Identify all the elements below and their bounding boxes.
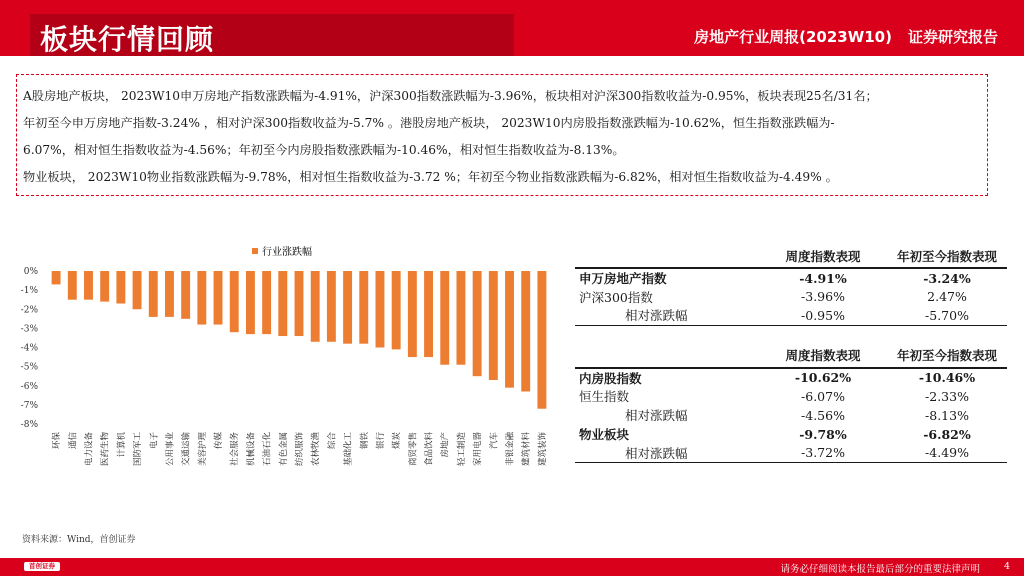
week-value: -9.78% <box>799 426 847 442</box>
table-row <box>575 406 1007 425</box>
week-value: -4.56% <box>801 407 845 423</box>
x-tick-label: 美容护理 <box>197 432 208 467</box>
x-tick-label: 传媒 <box>214 432 225 450</box>
row-name: 申万房地产指数 <box>579 271 667 286</box>
bar <box>116 271 125 304</box>
ytd-value: -6.82% <box>923 426 971 442</box>
bar <box>230 271 239 332</box>
bar <box>537 271 546 409</box>
bar <box>456 271 465 365</box>
week-value: -6.07% <box>801 388 845 404</box>
week-value: -3.96% <box>801 289 845 304</box>
week-value: -0.95% <box>759 306 887 325</box>
bar <box>440 271 449 365</box>
table-row <box>575 444 1007 463</box>
summary-line: 年初至今申万房地产指数-3.24% ，相对沪深300指数收益为-5.7% 。港股房地产板块， 2023W10内房股指数涨跌幅为-10.62%，恒生指数涨跌幅为- <box>23 116 835 130</box>
summary-line: A股房地产板块， 2023W10申万房地产指数涨跌幅为-4.91%，沪深300指数涨跌幅为-3.96%，板块相对沪深300指数收益为-0.95%，板块表现25名/31名； <box>23 89 878 103</box>
bar <box>489 271 498 380</box>
bar <box>262 271 271 334</box>
x-tick-label: 公用事业 <box>165 432 176 467</box>
x-tick-label: 环保 <box>52 432 63 450</box>
x-tick-label: 食品饮料 <box>424 432 435 467</box>
ytd-value: -10.46% <box>918 370 976 385</box>
bar <box>376 271 385 348</box>
row-name: 相对涨跌幅 <box>575 444 759 463</box>
index-tables <box>575 244 1007 463</box>
row-name: 恒生指数 <box>579 389 630 404</box>
table-row <box>575 387 1007 406</box>
legend-swatch <box>252 248 258 254</box>
ytd-value: -5.70% <box>887 306 1007 325</box>
y-tick-label: -6% <box>20 381 38 392</box>
ytd-value: -8.13% <box>925 407 969 423</box>
y-tick-label: -4% <box>20 343 38 354</box>
bar <box>68 271 77 300</box>
x-tick-label: 纺织服饰 <box>295 432 305 467</box>
x-tick-label: 有色金属 <box>278 432 289 467</box>
bar <box>295 271 304 336</box>
x-tick-label: 基础化工 <box>343 432 354 467</box>
bar <box>149 271 158 317</box>
industry-change-chart <box>10 236 560 536</box>
bar-chart-svg <box>10 236 560 536</box>
bar <box>343 271 352 344</box>
bar <box>521 271 530 391</box>
ytd-value: -4.49% <box>887 444 1007 463</box>
bar <box>311 271 320 342</box>
x-tick-label: 建筑材料 <box>521 432 532 467</box>
ytd-value: -2.33% <box>925 388 969 404</box>
company-logo: 首创证券 <box>24 562 60 571</box>
x-tick-label: 机械设备 <box>246 432 257 467</box>
legend-label: 行业涨跌幅 <box>262 247 312 258</box>
bar <box>246 271 255 334</box>
bar <box>327 271 336 342</box>
x-tick-label: 商贸零售 <box>408 432 419 467</box>
bar <box>181 271 190 319</box>
row-name: 物业板块 <box>579 427 630 442</box>
table-row <box>575 268 1007 287</box>
source-note: 资料来源：Wind，首创证券 <box>22 535 136 545</box>
x-tick-label: 房地产 <box>440 432 451 458</box>
page-title: 板块行情回顾 <box>40 23 215 56</box>
x-tick-label: 建筑装饰 <box>537 432 548 467</box>
x-tick-label: 轻工制造 <box>456 432 467 467</box>
table-header-row <box>575 244 1007 268</box>
week-value: -10.62% <box>794 370 852 385</box>
bar <box>197 271 206 325</box>
bar <box>408 271 417 357</box>
y-tick-label: -1% <box>20 286 38 297</box>
y-tick-label: -2% <box>20 305 38 316</box>
x-tick-label: 非银金融 <box>505 431 516 467</box>
bar <box>278 271 287 336</box>
y-tick-label: -5% <box>20 362 38 373</box>
x-tick-label: 计算机 <box>116 432 127 458</box>
bar <box>100 271 109 302</box>
table-row <box>575 287 1007 306</box>
y-tick-label: 0% <box>23 267 38 277</box>
row-name: 内房股指数 <box>579 370 642 386</box>
table-header-cell <box>575 344 759 368</box>
table-header-cell: 年初至今指数表现 <box>887 344 1007 368</box>
bar <box>133 271 142 309</box>
x-tick-label: 电子 <box>149 432 160 450</box>
x-tick-label: 农林牧渔 <box>311 432 322 467</box>
row-name: 沪深300指数 <box>579 289 653 305</box>
bar <box>84 271 93 300</box>
x-tick-label: 交通运输 <box>181 432 192 467</box>
row-name: 相对涨跌幅 <box>625 408 688 423</box>
week-value: -3.72% <box>759 444 887 463</box>
bar <box>359 271 368 344</box>
x-tick-label: 石油石化 <box>262 432 273 467</box>
x-tick-label: 家用电器 <box>473 432 484 467</box>
table-row <box>575 368 1007 387</box>
table-header-cell: 年初至今指数表现 <box>887 244 1007 268</box>
y-tick-label: -3% <box>20 324 38 335</box>
x-tick-label: 银行 <box>375 432 386 450</box>
x-tick-label: 医药生物 <box>100 432 111 467</box>
x-tick-label: 电力设备 <box>84 432 95 467</box>
report-name: 房地产行业周报(2023W10) <box>694 28 892 46</box>
summary-box <box>16 74 988 196</box>
summary-line: 6.07%，相对恒生指数收益为-4.56%；年初至今内房股指数涨跌幅为-10.46%，相对恒生指数收益为-8.13%。 <box>23 143 625 157</box>
x-tick-label: 汽车 <box>489 432 500 450</box>
x-tick-label: 综合 <box>327 432 338 450</box>
hk-index-table <box>575 344 1007 464</box>
bar <box>392 271 401 349</box>
table-header-row <box>575 344 1007 368</box>
bar <box>505 271 514 388</box>
x-tick-label: 社会服务 <box>230 432 241 467</box>
x-tick-label: 钢铁 <box>359 432 370 450</box>
report-type: 证券研究报告 <box>907 28 998 46</box>
page-number: 4 <box>1003 561 1010 572</box>
ytd-value: 2.47% <box>927 289 967 304</box>
table-header-cell: 周度指数表现 <box>759 244 887 268</box>
y-tick-label: -8% <box>20 420 38 430</box>
table-header-cell: 周度指数表现 <box>759 344 887 368</box>
row-name: 相对涨跌幅 <box>575 306 759 325</box>
x-tick-label: 国防军工 <box>133 432 144 467</box>
table-header-cell <box>575 244 759 268</box>
header-right <box>694 26 998 47</box>
summary-line: 物业板块， 2023W10物业指数涨跌幅为-9.78%，相对恒生指数收益为-3.72 %；年初至今物业指数涨跌幅为-6.82%，相对恒生指数收益为-4.49% 。 <box>23 170 838 184</box>
legal-disclaimer: 请务必仔细阅读本报告最后部分的重要法律声明 <box>780 564 980 575</box>
bar <box>165 271 174 317</box>
table-row <box>575 425 1007 444</box>
table-row <box>575 306 1007 325</box>
y-tick-label: -7% <box>20 400 38 411</box>
bar <box>424 271 433 357</box>
x-tick-label: 通信 <box>68 432 79 450</box>
bar <box>214 271 223 325</box>
week-value: -4.91% <box>799 270 847 286</box>
ytd-value: -3.24% <box>923 270 971 286</box>
a-share-index-table <box>575 244 1007 326</box>
x-tick-label: 煤炭 <box>392 432 403 450</box>
bar <box>52 271 61 284</box>
bar <box>473 271 482 376</box>
